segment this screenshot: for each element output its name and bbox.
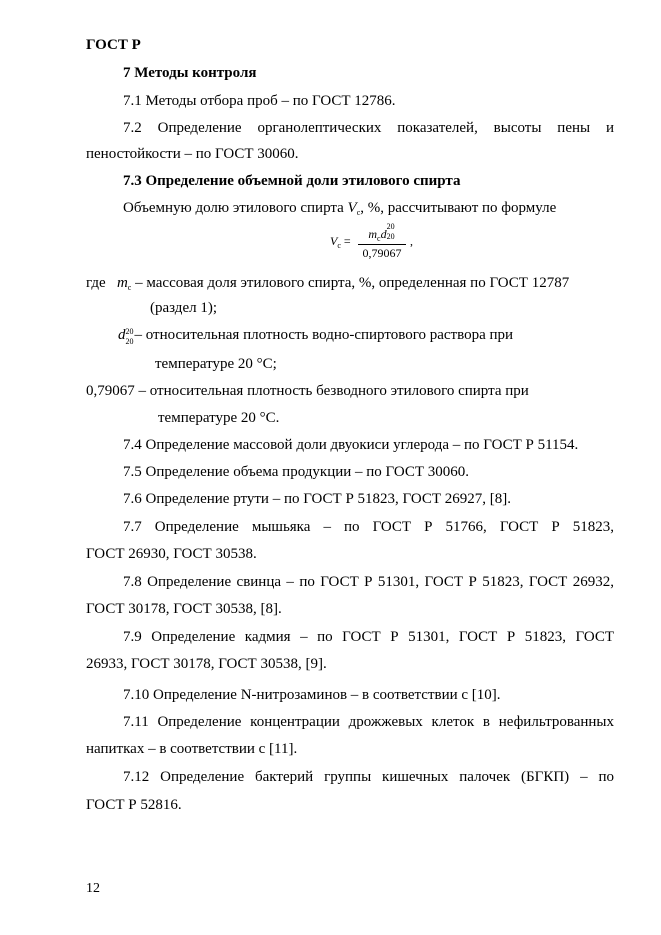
formula-intro-var-sub: c xyxy=(356,208,361,217)
formula-intro xyxy=(123,199,556,219)
formula-num-m-sub: c xyxy=(377,234,381,243)
paragraph-7-12-line1: 7.12 Определение бактерий группы кишечных палочек (БГКП) – по xyxy=(123,769,614,785)
formula-lhs xyxy=(330,234,351,249)
where-d-text: – относительная плотность водно-спиртового раствора при xyxy=(134,327,514,343)
formula-num-d-indices xyxy=(386,222,396,241)
where-m-continuation: (раздел 1); xyxy=(150,300,217,316)
paragraph-7-7-line2: ГОСТ 26930, ГОСТ 30538. xyxy=(86,546,257,562)
section-title: 7 Методы контроля xyxy=(123,65,257,81)
formula-intro-after: , %, рассчитывают по формуле xyxy=(360,200,557,216)
formula-num-d-sup: 20 xyxy=(386,222,395,231)
formula-num-d-sub: 20 xyxy=(386,232,395,241)
paragraph-7-2-line2: пеностойкости – по ГОСТ 30060. xyxy=(86,146,299,162)
paragraph-7-10: 7.10 Определение N-нитрозаминов – в соответствии с [10]. xyxy=(123,687,501,703)
where-d-line xyxy=(118,326,513,344)
formula-lhs-sub: c xyxy=(337,241,341,250)
paragraph-7-12-line2: ГОСТ Р 52816. xyxy=(86,797,182,813)
formula-intro-before: Объемную долю этилового спирта xyxy=(123,200,348,216)
where-d-sub: 20 xyxy=(125,337,134,346)
where-m-line xyxy=(86,274,569,294)
formula-numerator xyxy=(358,222,406,243)
formula-volume-fraction xyxy=(330,222,440,262)
paragraph-7-8-line1: 7.8 Определение свинца – по ГОСТ Р 51301, ГОСТ Р 51823, ГОСТ 26932, xyxy=(123,574,614,590)
paragraph-7-11-line1: 7.11 Определение концентрации дрожжевых клеток в нефильтрованных xyxy=(123,714,614,730)
where-d-indices xyxy=(125,327,135,346)
paragraph-7-4: 7.4 Определение массовой доли двуокиси углерода – по ГОСТ Р 51154. xyxy=(123,437,579,453)
where-d-sup: 20 xyxy=(125,327,134,336)
where-m-sub: c xyxy=(127,283,132,292)
where-m-text: – массовая доля этилового спирта, %, определенная по ГОСТ 12787 xyxy=(131,275,570,291)
paragraph-7-7-line1: 7.7 Определение мышьяка – по ГОСТ Р 51766, ГОСТ Р 51823, xyxy=(123,519,614,535)
paragraph-7-2-line1: 7.2 Определение органолептических показателей, высоты пены и xyxy=(123,120,614,136)
paragraph-7-11-line2: напитках – в соответствии с [11]. xyxy=(86,741,298,757)
where-m-var: m xyxy=(116,275,128,291)
formula-comma: , xyxy=(410,234,413,248)
formula-intro-var: V xyxy=(347,200,357,216)
paragraph-7-5: 7.5 Определение объема продукции – по ГОСТ 30060. xyxy=(123,464,470,480)
paragraph-7-8-line2: ГОСТ 30178, ГОСТ 30538, [8]. xyxy=(86,601,282,617)
subsection-title-7-3: 7.3 Определение объемной доли этилового спирта xyxy=(123,173,461,189)
paragraph-7-9-line1: 7.9 Определение кадмия – по ГОСТ Р 51301, ГОСТ Р 51823, ГОСТ xyxy=(123,629,614,645)
formula-num-m: m xyxy=(368,227,378,241)
where-d-var: d xyxy=(118,327,126,343)
where-constant-continuation: температуре 20 °С. xyxy=(158,410,280,426)
where-d-continuation: температуре 20 °С; xyxy=(155,356,277,372)
formula-denominator: 0,79067 xyxy=(362,246,402,260)
paragraph-7-9-line2: 26933, ГОСТ 30178, ГОСТ 30538, [9]. xyxy=(86,656,327,672)
formula-lhs-var: V xyxy=(330,234,338,248)
formula-equals: = xyxy=(343,234,351,248)
paragraph-7-6: 7.6 Определение ртути – по ГОСТ Р 51823, ГОСТ 26927, [8]. xyxy=(123,491,512,507)
where-prefix: где xyxy=(86,275,106,291)
doc-header: ГОСТ Р xyxy=(86,37,141,53)
formula-fraction-bar xyxy=(358,244,406,245)
where-constant-line: 0,79067 – относительная плотность безводного этилового спирта при xyxy=(86,383,529,399)
formula-num-d: d xyxy=(380,227,387,241)
page-number: 12 xyxy=(86,881,100,896)
paragraph-7-1: 7.1 Методы отбора проб – по ГОСТ 12786. xyxy=(123,93,396,109)
